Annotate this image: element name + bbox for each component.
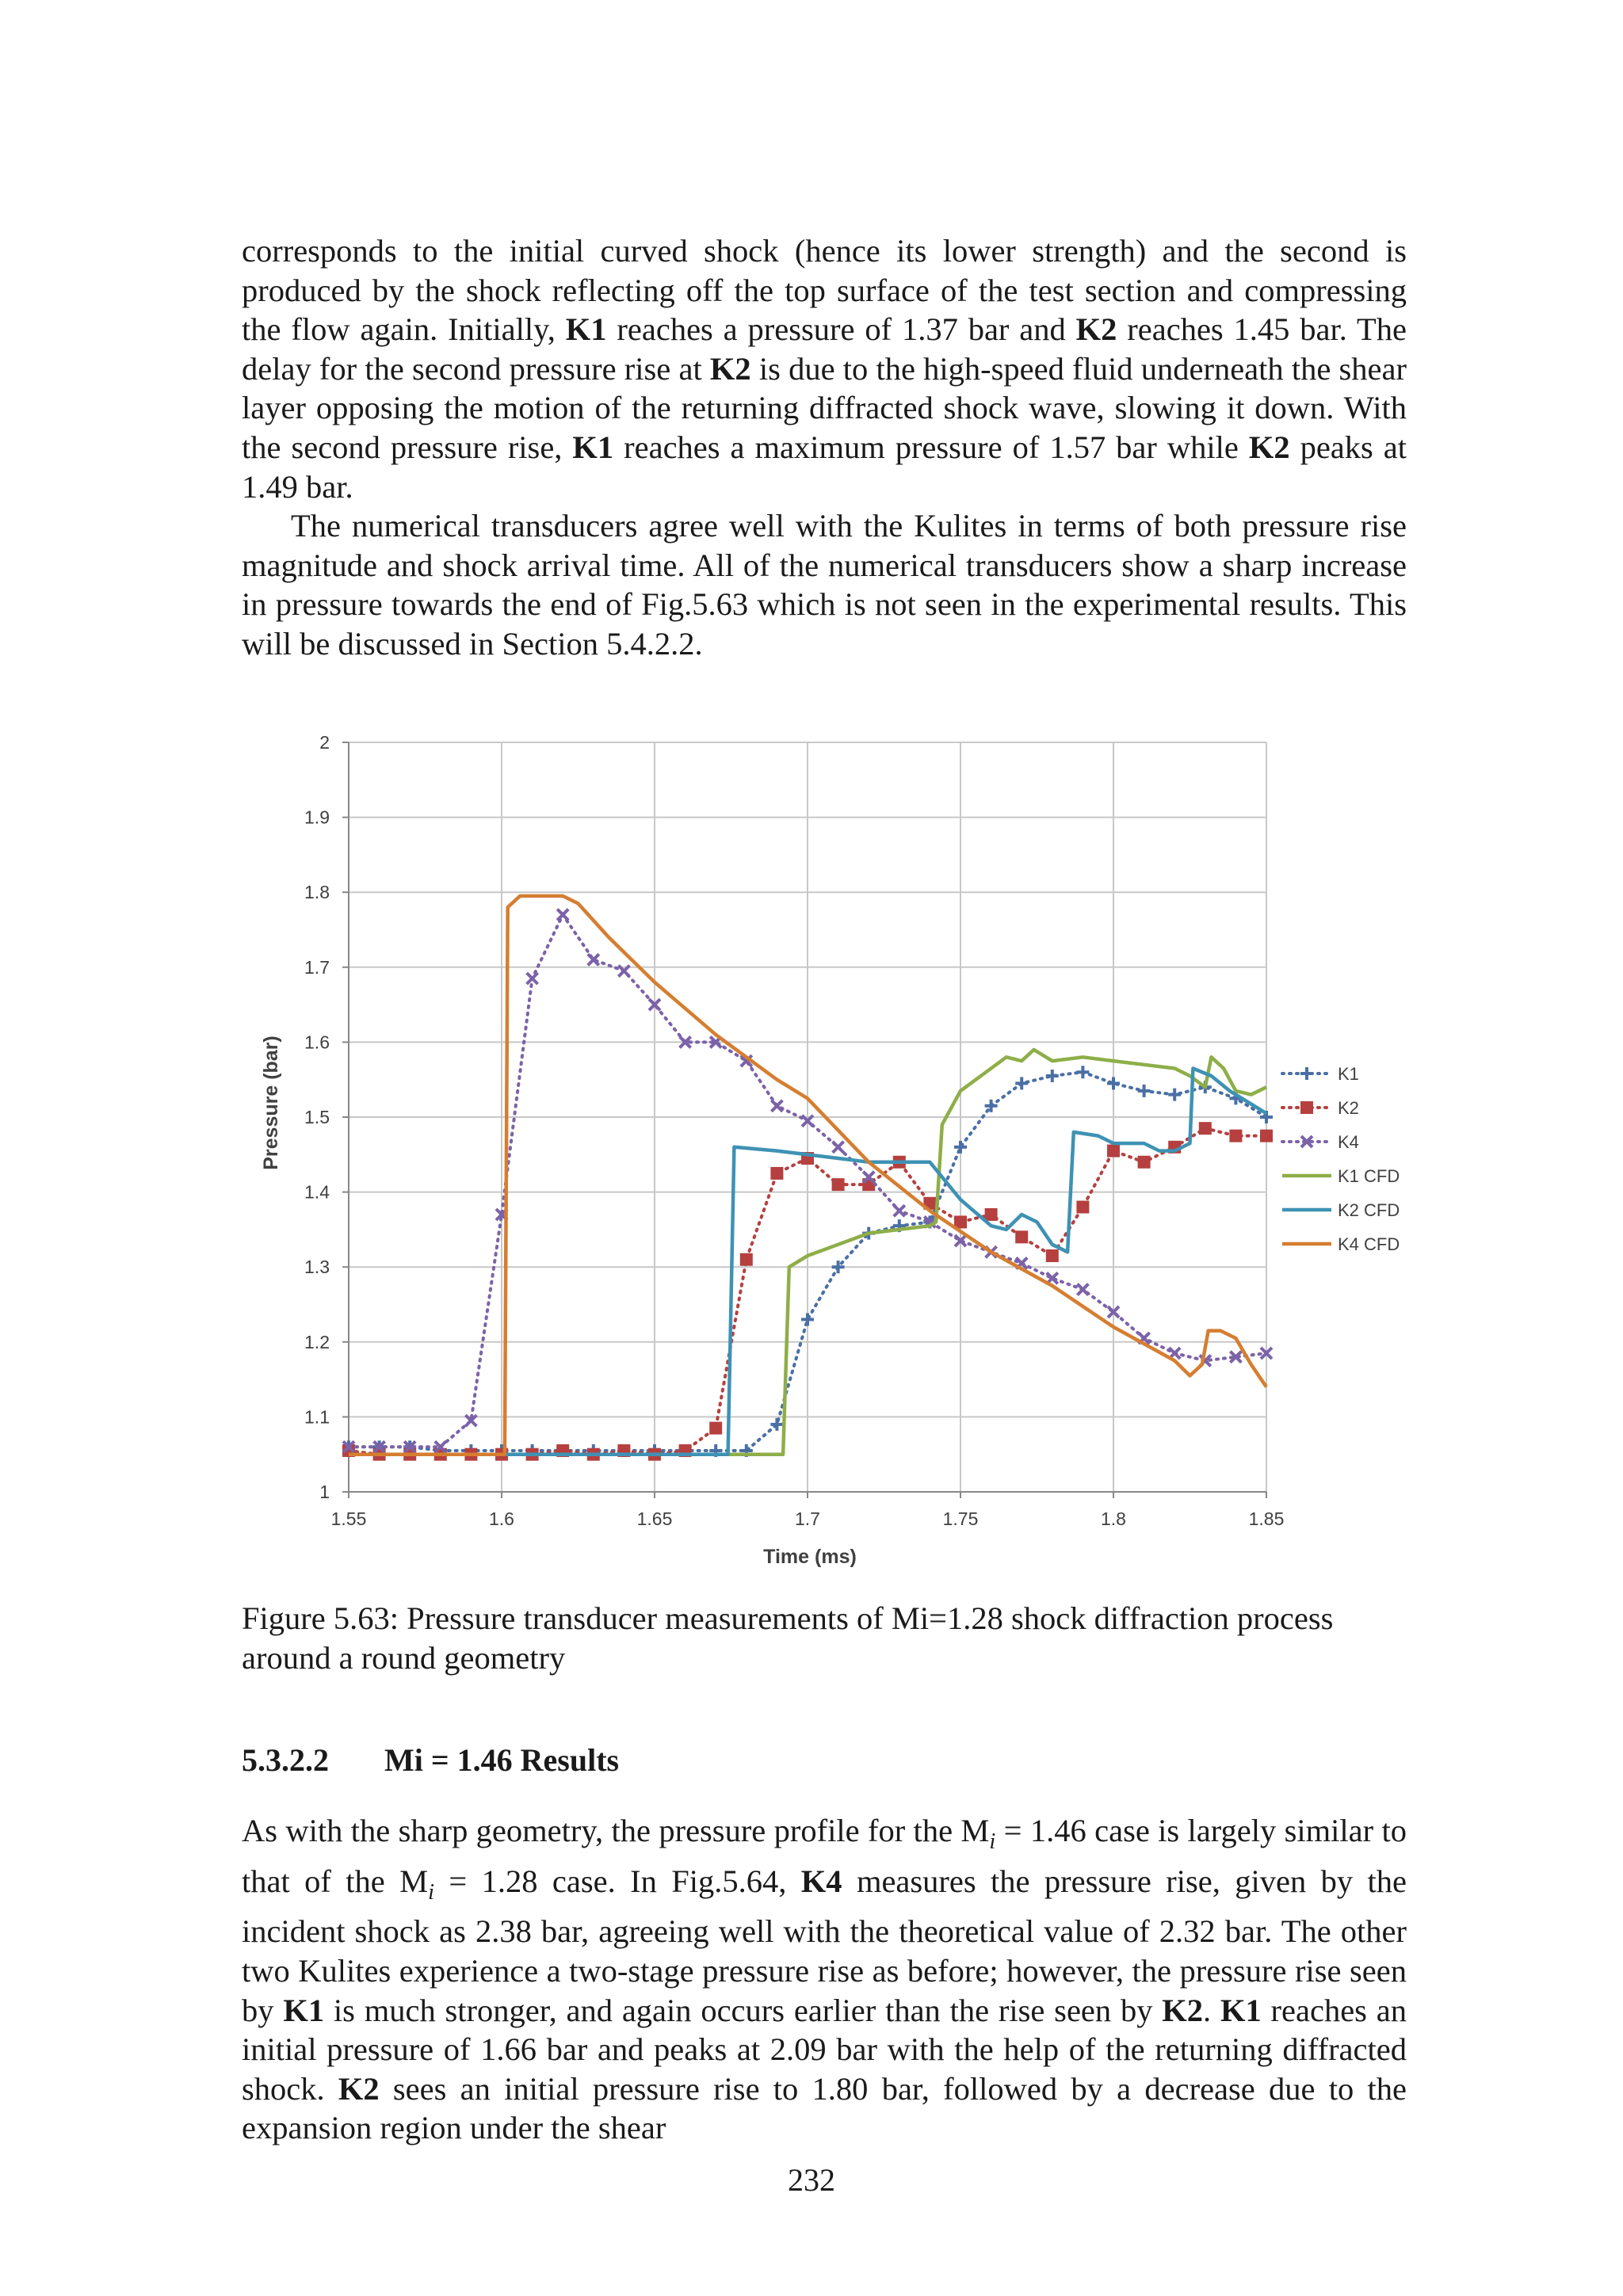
x-tick-label: 1.75 xyxy=(942,1508,979,1529)
text-run: As with the sharp geometry, the pressure profile for the M xyxy=(242,1813,990,1848)
bold-term: K1 xyxy=(565,311,607,348)
y-tick-label: 2 xyxy=(319,732,330,753)
text-run: reaches an initial pressure of 1.66 bar and peaks at 2.09 bar with the help of the returning diffracted shock. xyxy=(242,1992,1407,2107)
text-run: reaches a pressure of 1.37 bar and xyxy=(606,311,1076,348)
k1-data-point xyxy=(1138,1085,1151,1097)
k1-data-point xyxy=(1015,1077,1028,1089)
k4-cfd-legend-label: K4 CFD xyxy=(1338,1234,1400,1254)
x-axis-title: Time (ms) xyxy=(763,1546,857,1568)
y-tick-label: 1.9 xyxy=(304,807,330,828)
k1-legend-marker xyxy=(1300,1067,1313,1080)
chart-axes xyxy=(304,732,1284,1529)
bold-term: K1 xyxy=(283,1992,325,2028)
text-run: is due to the high-speed fluid underneath the shear layer opposing the motion of the returning diffracted shock wave, slowing it down. With the second pressure rise, xyxy=(242,350,1407,465)
y-tick-label: 1.2 xyxy=(304,1331,330,1352)
y-tick-label: 1.6 xyxy=(304,1032,330,1053)
k4-data-point xyxy=(557,910,568,921)
k4-data-point xyxy=(833,1142,844,1153)
x-tick-label: 1.7 xyxy=(795,1508,820,1529)
pressure-chart xyxy=(238,713,1400,1592)
intro-paragraph xyxy=(242,231,1407,506)
k1-data-point xyxy=(1168,1089,1181,1101)
y-tick-label: 1.5 xyxy=(304,1107,330,1127)
x-tick-label: 1.8 xyxy=(1101,1508,1126,1529)
k4-data-point xyxy=(771,1100,782,1112)
k4-legend-label: K4 xyxy=(1338,1132,1359,1152)
k1-data-point xyxy=(1107,1077,1120,1089)
k1-data-point xyxy=(954,1141,967,1154)
x-tick-label: 1.85 xyxy=(1248,1508,1285,1529)
k2-data-point xyxy=(1046,1249,1059,1262)
k2-data-point xyxy=(1107,1145,1120,1158)
k1-data-point xyxy=(1046,1070,1059,1082)
y-axis-title: Pressure (bar) xyxy=(260,1035,282,1170)
mi146-paragraph xyxy=(242,1811,1407,2148)
text-run: sees an initial pressure rise to 1.80 bar, followed by a decrease due to the expansion region under the shear xyxy=(242,2070,1407,2146)
y-tick-label: 1.1 xyxy=(304,1406,330,1428)
k2-data-point xyxy=(740,1253,753,1266)
bold-term: K4 xyxy=(800,1863,842,1899)
section-title: Mi = 1.46 Results xyxy=(384,1742,620,1778)
bold-term: K1 xyxy=(1220,1992,1262,2028)
k1-data-point xyxy=(1076,1066,1089,1078)
text-run: The numerical transducers agree well with the Kulites in terms of both pressure rise magnitude and shock arrival time. All of the numerical transducers show a sharp increase in pressure towards the end of Fig.5.63 which is not seen in the experimental results. This will be discussed in Section 5.4.2.2. xyxy=(242,508,1407,662)
k2-data-point xyxy=(1138,1156,1151,1169)
bold-term: K1 xyxy=(572,429,614,465)
k4-data-point xyxy=(527,973,538,984)
x-tick-label: 1.65 xyxy=(636,1508,673,1529)
y-tick-label: 1.3 xyxy=(304,1257,330,1278)
text-run: reaches a maximum pressure of 1.57 bar while xyxy=(613,429,1249,465)
section-number: 5.3.2.2 xyxy=(242,1742,329,1778)
k2-data-point xyxy=(1229,1130,1242,1142)
k2-data-point xyxy=(985,1208,998,1221)
k2-data-point xyxy=(1199,1122,1212,1135)
k2-data-point xyxy=(1076,1201,1089,1214)
k2-data-point xyxy=(709,1422,722,1435)
x-tick-label: 1.6 xyxy=(489,1508,514,1529)
y-tick-label: 1 xyxy=(319,1482,330,1502)
text-run: measures the pressure rise, given by the incident shock as 2.38 bar, agreeing well with the theoretical value of 2.32 bar. The other two Kulites experience a two-stage pressure rise as before; however, the pressure rise seen by xyxy=(242,1863,1407,2028)
k2-data-point xyxy=(1260,1130,1273,1142)
chart-legend xyxy=(1282,1064,1400,1254)
k1-data-point xyxy=(770,1418,783,1431)
text-run: . xyxy=(1203,1992,1220,2028)
k2-legend-marker xyxy=(1300,1101,1313,1114)
numerical-paragraph xyxy=(242,506,1407,663)
y-tick-label: 1.4 xyxy=(304,1181,330,1203)
k4-data-point xyxy=(894,1205,905,1216)
k2-data-point xyxy=(770,1167,783,1180)
text-run: corresponds to the initial curved shock (hence its lower strength) and the second is produced by the shock reflecting off the top surface of the test section and compressing the flow again. Initially, xyxy=(242,233,1407,348)
chart-grid xyxy=(349,742,1266,1492)
page-number: 232 xyxy=(788,2162,835,2198)
x-tick-label: 1.55 xyxy=(330,1508,367,1529)
y-tick-label: 1.8 xyxy=(304,882,330,903)
bold-term: K2 xyxy=(1162,1992,1204,2028)
text-run: is much stronger, and again occurs earlier than the rise seen by xyxy=(324,1992,1163,2028)
k1-legend-label: K1 xyxy=(1338,1064,1359,1084)
k2-data-point xyxy=(1015,1230,1028,1243)
k2-data-point xyxy=(832,1178,845,1191)
text-run: peaks at 1.49 bar. xyxy=(242,429,1407,505)
text-run: = 1.46 case is largely similar to that of the M xyxy=(242,1813,1407,1899)
y-tick-label: 1.7 xyxy=(304,956,330,978)
k4-data-point xyxy=(1077,1284,1088,1295)
text-run: = 1.28 case. In Fig.5.64, xyxy=(434,1863,801,1899)
bold-term: K2 xyxy=(1248,429,1290,465)
subscript: i xyxy=(428,1879,435,1905)
text-run: reaches 1.45 bar. The delay for the second pressure rise at xyxy=(242,311,1407,387)
k2-cfd-legend-label: K2 CFD xyxy=(1338,1200,1400,1220)
bold-term: K2 xyxy=(1075,311,1117,348)
k2-legend-label: K2 xyxy=(1338,1098,1359,1118)
section-heading xyxy=(242,1741,619,1779)
subscript: i xyxy=(989,1829,996,1855)
k1-cfd-legend-label: K1 CFD xyxy=(1338,1166,1400,1186)
k1-data-point xyxy=(801,1313,814,1325)
bold-term: K2 xyxy=(709,350,751,387)
figure-caption: Figure 5.63: Pressure transducer measurements of Mi=1.28 shock diffraction process around a round geometry xyxy=(242,1600,1334,1676)
bold-term: K2 xyxy=(338,2070,380,2107)
